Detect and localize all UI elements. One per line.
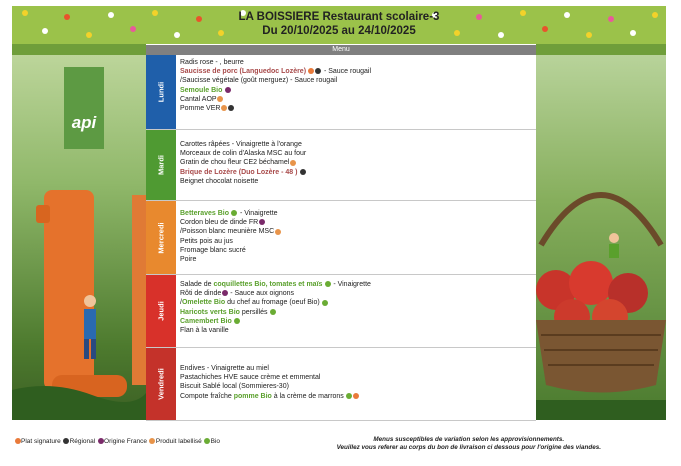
menu-item: Cantal AOP — [180, 95, 533, 104]
day-row-mercredi — [146, 201, 536, 275]
menu-items-lundi — [180, 58, 533, 113]
menu-item: Carottes râpées - Vinaigrette à l'orange — [180, 141, 302, 148]
regional-icon — [315, 68, 321, 74]
menu-items-vendredi — [180, 364, 533, 401]
labellise-icon — [221, 105, 227, 111]
day-row-mardi — [146, 130, 536, 201]
menu-item: Compote fraîche pomme Bio à la crème de marrons — [180, 392, 533, 401]
day-label-mardi: Mardi — [146, 130, 176, 200]
note-line-1: Menus susceptibles de variation selon les approvisionnements. — [373, 436, 565, 443]
day-label-vendredi: Vendredi — [146, 348, 176, 420]
bio-icon — [322, 300, 328, 306]
menu-item: Camembert Bio — [180, 317, 533, 326]
legend-bio: Bio — [210, 438, 220, 445]
apple-basket-illustration — [536, 55, 666, 420]
bio-icon — [346, 393, 352, 399]
bio-icon — [204, 438, 210, 444]
day-row-jeudi — [146, 275, 536, 348]
menu-item: Pomme VER — [180, 104, 533, 113]
footer-notes — [337, 436, 601, 452]
menu-column-header: Menu — [146, 45, 536, 55]
menu-item: Fromage blanc sucré — [180, 246, 246, 254]
right-strip — [536, 44, 666, 55]
regional-icon — [63, 438, 69, 444]
menu-item: Biscuit Sablé local (Sommieres-30) — [180, 383, 289, 391]
origine-france-icon — [259, 219, 265, 225]
left-illustration — [12, 55, 146, 420]
menu-item: Haricots verts Bio persillés — [180, 308, 533, 317]
day-row-lundi — [146, 55, 536, 130]
signature-icon — [15, 438, 21, 444]
menu-item: Rôti de dinde - Sauce aux oignons — [180, 290, 295, 298]
menu-item: Saucisse de porc (Languedoc Lozère) - Sauce rougail — [180, 68, 372, 76]
origine-france-icon — [225, 87, 231, 93]
right-illustration — [536, 55, 666, 420]
signature-icon — [353, 393, 359, 399]
menu-item: Petits pois au jus — [180, 237, 233, 245]
note-line-2: Veuillez vous referer au corps du bon de livraison ci dessous pour l'origine des viandes. — [336, 444, 601, 451]
menu-item: Radis rose - , beurre — [180, 59, 244, 66]
labellise-icon — [217, 96, 223, 102]
day-row-vendredi — [146, 348, 536, 421]
bio-icon — [270, 309, 276, 315]
menu-item: /Omelette Bio du chef au fromage (oeuf Bio) — [180, 298, 533, 307]
labellise-icon — [290, 160, 296, 166]
menu-items-jeudi — [180, 280, 533, 335]
boots-illustration — [12, 55, 146, 420]
labellise-icon — [275, 229, 281, 235]
day-label-lundi: Lundi — [146, 55, 176, 129]
bio-icon — [231, 210, 237, 216]
menu-items-mardi — [180, 140, 533, 186]
menu-item: Endives - Vinaigrette au miel — [180, 365, 269, 372]
title-line-1: LA BOISSIERE Restaurant scolaire-3 — [238, 11, 440, 23]
header-banner — [12, 6, 666, 44]
menu-item: Gratin de chou fleur CE2 béchamel — [180, 158, 533, 167]
regional-icon — [300, 169, 306, 175]
page-title — [12, 10, 666, 38]
menu-item: Salade de coquillettes Bio, tomates et maïs - Vinaigrette — [180, 281, 371, 288]
bio-icon — [325, 281, 331, 287]
menu-items-mercredi — [180, 209, 533, 264]
legend-signature: Plat signature — [21, 438, 61, 445]
menu-item: Cordon bleu de dinde FR — [180, 218, 533, 227]
menu-item: Brique de Lozère (Duo Lozère - 48 ) — [180, 168, 533, 177]
regional-icon — [228, 105, 234, 111]
origine-france-icon — [222, 290, 228, 296]
menu-item: Morceaux de colin d'Alaska MSC au four — [180, 150, 307, 158]
menu-item: Pastachiches HVE sauce crème et emmental — [180, 374, 321, 382]
menu-item: /Saucisse végétale (goût merguez) - Sauce rougail — [180, 77, 338, 85]
signature-icon — [308, 68, 314, 74]
legend-labellise: Produit labellisé — [155, 438, 202, 445]
day-label-mercredi: Mercredi — [146, 201, 176, 274]
title-line-2: Du 20/10/2025 au 24/10/2025 — [262, 25, 416, 37]
logo-text: api — [71, 113, 97, 132]
legend — [14, 438, 220, 445]
bio-icon — [234, 318, 240, 324]
origine-france-icon — [98, 438, 104, 444]
menu-item: /Poisson blanc meunière MSC — [180, 227, 533, 236]
menu-item: Semoule Bio — [180, 86, 533, 95]
day-label-jeudi: Jeudi — [146, 275, 176, 347]
labellise-icon — [149, 438, 155, 444]
left-strip — [12, 44, 146, 55]
legend-france: Origine France — [104, 438, 148, 445]
menu-item: Betteraves Bio - Vinaigrette — [180, 210, 278, 217]
menu-item: Flan à la vanille — [180, 327, 229, 335]
legend-regional: Régional — [69, 438, 96, 445]
menu-item: Poire — [180, 256, 197, 264]
menu-item: Beignet chocolat noisette — [180, 177, 259, 185]
